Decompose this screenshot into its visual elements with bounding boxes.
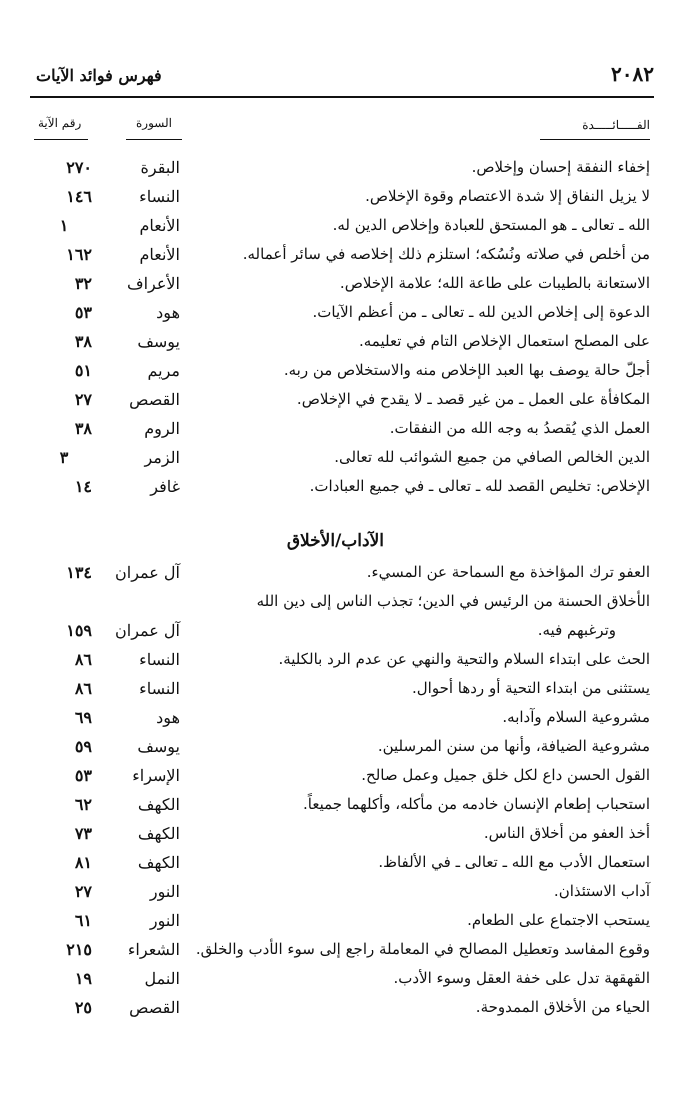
column-header-rule xyxy=(126,139,182,140)
benefit-text: الله ـ تعالى ـ هو المستحق للعبادة وإخلاص الدين له. xyxy=(332,216,650,234)
ayah-number: ٢٧ xyxy=(74,390,92,409)
ayah-number: ١ xyxy=(59,216,69,235)
surah-name: الكهف xyxy=(137,795,180,814)
index-row xyxy=(0,563,684,592)
index-row xyxy=(0,419,684,448)
ayah-number: ٣٨ xyxy=(74,332,92,351)
surah-name: الإسراء xyxy=(132,766,180,785)
benefit-text: الدين الخالص الصافي من جميع الشوائب لله تعالى. xyxy=(334,448,650,466)
surah-name: الأنعام xyxy=(139,216,180,235)
benefit-text: العمل الذي يُقصدُ به وجه الله من النفقات. xyxy=(389,419,650,437)
surah-name: آل عمران xyxy=(115,563,180,582)
ayah-number: ٢٥ xyxy=(74,998,92,1017)
surah-name: الأعراف xyxy=(127,274,180,293)
benefit-text: لا يزيل النفاق إلا شدة الاعتصام وقوة الإخلاص. xyxy=(365,187,650,205)
surah-name: النساء xyxy=(139,187,180,206)
benefit-text: أجلّ حالة يوصف بها العبد الإخلاص منه والاستخلاص من ربه. xyxy=(283,361,650,379)
surah-name: الشعراء xyxy=(127,940,180,959)
benefit-text: استعمال الأدب مع الله ـ تعالى ـ في الألفاظ. xyxy=(378,853,650,871)
index-row xyxy=(0,795,684,824)
benefit-text: القول الحسن داع لكل خلق جميل وعمل صالح. xyxy=(361,766,650,784)
benefit-text: أخذ العفو من أخلاق الناس. xyxy=(483,824,650,842)
surah-name: يوسف xyxy=(137,737,180,756)
ayah-number: ١٩ xyxy=(74,969,92,988)
surah-name: النور xyxy=(149,911,180,930)
ayah-number: ٥٣ xyxy=(74,766,92,785)
benefit-text: يستثنى من ابتداء التحية أو ردها أحوال. xyxy=(411,679,650,697)
ayah-number: ٨١ xyxy=(74,853,92,872)
index-row xyxy=(0,650,684,679)
index-row xyxy=(0,274,684,303)
index-row xyxy=(0,245,684,274)
index-row xyxy=(0,882,684,911)
column-header-benefit: الفـــــائـــــدة xyxy=(582,118,650,132)
surah-name: النور xyxy=(149,882,180,901)
surah-name: النمل xyxy=(144,969,180,988)
index-row xyxy=(0,303,684,332)
ayah-number: ٥٣ xyxy=(74,303,92,322)
ayah-number: ٧٣ xyxy=(74,824,92,843)
surah-name: آل عمران xyxy=(115,621,180,640)
ayah-number: ٦٩ xyxy=(74,708,92,727)
benefit-text: العفو ترك المؤاخذة مع السماحة عن المسيء. xyxy=(366,563,650,581)
index-row xyxy=(0,158,684,187)
surah-name: هود xyxy=(156,303,180,322)
index-row xyxy=(0,361,684,390)
benefit-text: الأخلاق الحسنة من الرئيس في الدين؛ تجذب الناس إلى دين الله xyxy=(256,592,650,610)
index-row xyxy=(0,708,684,737)
benefit-text: الحث على ابتداء السلام والتحية والنهي عن عدم الرد بالكلية. xyxy=(278,650,650,668)
ayah-number: ٦٢ xyxy=(74,795,92,814)
index-row xyxy=(0,998,684,1027)
index-row xyxy=(0,621,684,650)
benefit-text: الإخلاص: تخليص القصد لله ـ تعالى ـ في جميع العبادات. xyxy=(309,477,650,495)
benefit-text: من أخلص في صلاته ونُسُكه؛ استلزم ذلك إخلاصه في سائر أعماله. xyxy=(242,245,650,263)
surah-name: يوسف xyxy=(137,332,180,351)
index-row xyxy=(0,390,684,419)
benefit-text: استحباب إطعام الإنسان خادمه من مأكله، وأكلهما جميعاً. xyxy=(303,795,650,813)
column-header-rule xyxy=(540,139,650,140)
surah-name: غافر xyxy=(150,477,180,496)
column-header-rule xyxy=(34,139,88,140)
ayah-number: ١٥٩ xyxy=(66,621,92,640)
surah-name: القصص xyxy=(129,390,180,409)
ayah-number: ٥١ xyxy=(74,361,92,380)
benefit-text: مشروعية السلام وآدابه. xyxy=(502,708,650,726)
benefit-text: إخفاء النفقة إحسان وإخلاص. xyxy=(471,158,650,176)
header-rule xyxy=(30,96,654,98)
column-header-surah: السورة xyxy=(136,116,172,130)
benefit-text: وترغبهم فيه. xyxy=(537,621,616,639)
column-header-ayah: رقم الآية xyxy=(38,116,82,130)
surah-name: الكهف xyxy=(137,853,180,872)
index-row xyxy=(0,969,684,998)
ayah-number: ٣٢ xyxy=(74,274,92,293)
ayah-number: ٦١ xyxy=(74,911,92,930)
running-title: فهرس فوائد الآيات xyxy=(36,66,162,85)
surah-name: هود xyxy=(156,708,180,727)
index-row xyxy=(0,940,684,969)
section-title: الآداب/الأخلاق xyxy=(286,531,384,551)
ayah-number: ٢٧ xyxy=(74,882,92,901)
ayah-number: ١٤٦ xyxy=(66,187,92,206)
benefit-text: الحياء من الأخلاق الممدوحة. xyxy=(475,998,650,1016)
index-row xyxy=(0,187,684,216)
ayah-number: ١٦٢ xyxy=(66,245,92,264)
surah-name: الزمر xyxy=(144,448,180,467)
index-row xyxy=(0,448,684,477)
ayah-number: ١٣٤ xyxy=(66,563,92,582)
index-row xyxy=(0,911,684,940)
index-row xyxy=(0,737,684,766)
ayah-number: ٣٨ xyxy=(74,419,92,438)
ayah-number: ٨٦ xyxy=(74,679,92,698)
benefit-text: المكافأة على العمل ـ من غير قصد ـ لا يقدح في الإخلاص. xyxy=(296,390,650,408)
ayah-number: ٢٧٠ xyxy=(66,158,92,177)
surah-name: النساء xyxy=(139,679,180,698)
page-number: ٢٠٨٢ xyxy=(611,62,654,86)
ayah-number: ٨٦ xyxy=(74,650,92,669)
surah-name: القصص xyxy=(129,998,180,1017)
index-row xyxy=(0,766,684,795)
benefit-text: القهقهة تدل على خفة العقل وسوء الأدب. xyxy=(393,969,650,987)
benefit-text: الاستعانة بالطيبات على طاعة الله؛ علامة الإخلاص. xyxy=(339,274,650,292)
index-row xyxy=(0,853,684,882)
index-row xyxy=(0,824,684,853)
benefit-text: يستحب الاجتماع على الطعام. xyxy=(467,911,650,929)
ayah-number: ١٤ xyxy=(74,477,92,496)
ayah-number: ٥٩ xyxy=(74,737,92,756)
index-row xyxy=(0,679,684,708)
surah-name: الكهف xyxy=(137,824,180,843)
ayah-number: ٣ xyxy=(59,448,69,467)
benefit-text: الدعوة إلى إخلاص الدين لله ـ تعالى ـ من أعظم الآيات. xyxy=(312,303,650,321)
surah-name: الأنعام xyxy=(139,245,180,264)
surah-name: البقرة xyxy=(140,158,180,177)
surah-name: الروم xyxy=(144,419,180,438)
index-row xyxy=(0,332,684,361)
benefit-text: آداب الاستئذان. xyxy=(553,882,650,900)
benefit-text: مشروعية الضيافة، وأنها من سنن المرسلين. xyxy=(377,737,650,755)
ayah-number: ٢١٥ xyxy=(66,940,92,959)
benefit-text: على المصلح استعمال الإخلاص التام في تعليمه. xyxy=(359,332,650,350)
index-row xyxy=(0,477,684,506)
index-row xyxy=(0,592,684,621)
surah-name: النساء xyxy=(139,650,180,669)
benefit-text: وقوع المفاسد وتعطيل المصالح في المعاملة راجع إلى سوء الأدب والخلق. xyxy=(195,940,650,958)
surah-name: مريم xyxy=(147,361,180,380)
index-row xyxy=(0,216,684,245)
